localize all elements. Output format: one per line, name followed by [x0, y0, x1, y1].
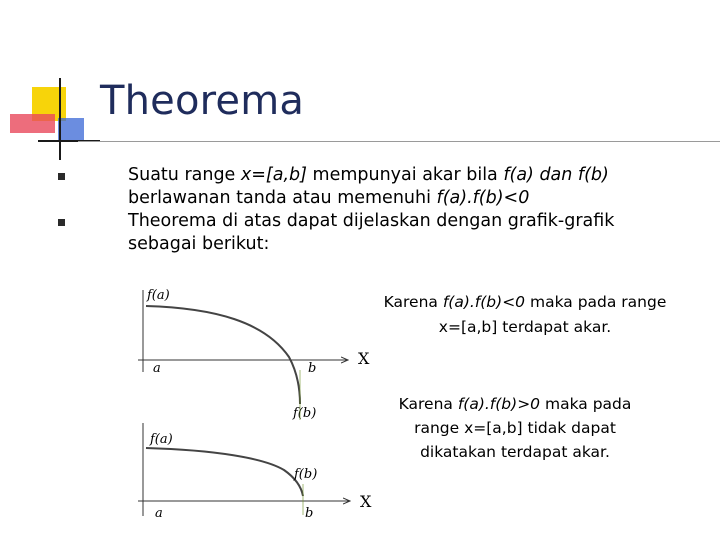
- note-1-line2: x=[a,b] terdapat akar.: [438, 318, 612, 336]
- note-2-line2: range x=[a,b] tidak dapat: [414, 419, 616, 437]
- graph-2-label-a: a: [155, 506, 163, 521]
- bullet-1-mid: mempunyai akar bila: [306, 165, 504, 185]
- bullet-2-line2: sebagai berikut:: [128, 234, 270, 254]
- graph-1-curve: [146, 306, 300, 404]
- graph-2-axis-x-label: X: [360, 492, 372, 511]
- bullet-2-line1: Theorema di atas dapat dijelaskan dengan grafik-grafik: [128, 211, 615, 231]
- bullet-1-expr-fa-fb: f(a) dan f(b): [503, 165, 609, 185]
- bullet-1-expr-range: x=[a,b]: [240, 165, 307, 185]
- graph-2-label-b: b: [305, 506, 314, 521]
- graph-2-label-fb: f(b): [294, 467, 318, 482]
- graph-1-label-a: a: [153, 361, 161, 376]
- graph-1-label-fb: f(b): [293, 406, 317, 421]
- slide-title: Theorema: [100, 78, 305, 124]
- note-2-expr: f(a).f(b)>0: [457, 395, 541, 413]
- graph-2-curve: [146, 448, 303, 496]
- graph-1-axis-x-label: X: [358, 349, 370, 368]
- note-1: [372, 290, 678, 340]
- bullet-1-pre: Suatu range: [128, 165, 241, 185]
- bullet-1-line2: berlawanan tanda atau memenuhi: [128, 188, 437, 208]
- note-1-expr: f(a).f(b)<0: [442, 293, 526, 311]
- note-1-pre: Karena: [383, 293, 443, 311]
- graph-2-label-fa: f(a): [150, 432, 173, 447]
- note-2-post: maka pada: [540, 395, 632, 413]
- note-2-pre: Karena: [398, 395, 458, 413]
- note-2-line3: dikatakan terdapat akar.: [420, 443, 610, 461]
- graph-2: [138, 423, 372, 521]
- graph-1: [138, 288, 370, 421]
- note-2: [378, 392, 652, 464]
- bullet-1-expr-product: f(a).f(b)<0: [436, 188, 530, 208]
- graph-1-label-b: b: [308, 361, 317, 376]
- graph-1-label-fa: f(a): [147, 288, 170, 303]
- note-1-post: maka pada range: [525, 293, 667, 311]
